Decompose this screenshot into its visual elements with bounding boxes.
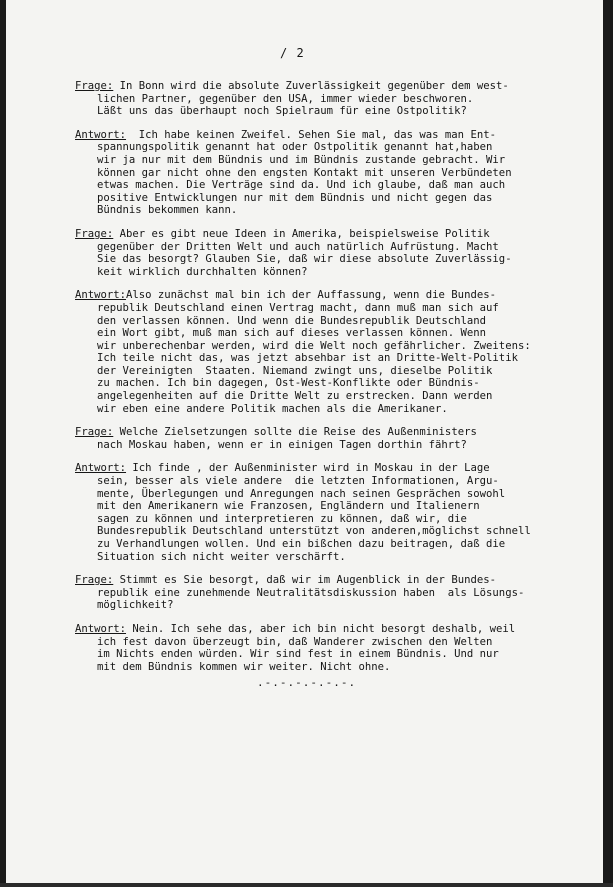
- line-text: Stimmt es Sie besorgt, daß wir im Augenblick in der Bundes-: [113, 574, 496, 587]
- continuation-line: nach Moskau haben, wenn er in einigen Tagen dorthin fährt?: [97, 438, 467, 451]
- continuation-line: sein, besser als viele andere die letzten Informationen, Argu-: [97, 475, 499, 488]
- scan-border-right: [603, 0, 613, 887]
- continuation-line: wir unberechenbar werden, wird die Welt noch gefährlicher. Zweitens:: [97, 339, 531, 352]
- continuation-line: Sie das besorgt? Glauben Sie, daß wir diese absolute Zuverlässig-: [97, 253, 512, 266]
- line-text: Nein. Ich sehe das, aber ich bin nicht besorgt deshalb, weil: [126, 622, 516, 635]
- first-line: [75, 129, 575, 142]
- first-line: [75, 289, 575, 302]
- continuation-line: angelegenheiten auf die Dritte Welt zu erstrecken. Dann werden: [97, 390, 493, 403]
- first-line: [75, 623, 575, 636]
- continuation-line: der Vereinigten Staaten. Niemand zwingt uns, dieselbe Politik: [97, 364, 493, 377]
- continuation-line: im Nichts enden würden. Wir sind fest in einem Bündnis. Und nur: [97, 648, 499, 661]
- qa-block: [75, 426, 575, 451]
- first-line: [75, 574, 575, 587]
- continuation-line: zu Verhandlungen wollen. Und ein bißchen dazu beitragen, daß die: [97, 538, 506, 550]
- interview-transcript: [75, 80, 575, 684]
- continuation-line: den verlassen können. Und wenn die Bundesrepublik Deutschland: [97, 314, 487, 327]
- question-label: Frage:: [75, 574, 114, 587]
- answer-label: Antwort:: [75, 128, 127, 141]
- continuation-line: mente, Überlegungen und Anregungen nach seinen Gesprächen sowohl: [97, 487, 506, 500]
- answer-label: Antwort:: [75, 622, 127, 635]
- continuation-line: Bundesrepublik Deutschland unterstützt von anderen,möglichst schnell: [97, 525, 531, 538]
- continuation-line: wir eben eine andere Politik machen als die Amerikaner.: [97, 402, 448, 415]
- continuation-line: Läßt uns das überhaupt noch Spielraum für eine Ostpolitik?: [97, 105, 467, 118]
- line-text: Ich habe keinen Zweifel. Sehen Sie mal, das was man Ent-: [126, 128, 496, 141]
- qa-block: [75, 129, 575, 217]
- first-line: [75, 80, 575, 93]
- line-text: Welche Zielsetzungen sollte die Reise des Außenministers: [113, 426, 477, 439]
- continuation-line: wir ja nur mit dem Bündnis und im Bündnis zustande gebracht. Wir: [97, 153, 506, 166]
- line-text: Aber es gibt neue Ideen in Amerika, beispielsweise Politik: [113, 227, 490, 240]
- continuation-line: ein Wort gibt, muß man sich auf dieses verlassen können. Wenn: [97, 327, 487, 340]
- continuation-line: sagen zu können und interpretieren zu können, daß wir, die: [97, 512, 467, 525]
- continuation-line: spannungspolitik genannt hat oder Ostpolitik genannt hat,haben: [97, 141, 493, 154]
- end-mark: .-.-.-.-.-.-.: [257, 676, 357, 689]
- question-label: Frage:: [75, 426, 114, 439]
- continuation-line: ich fest davon überzeugt bin, daß Wanderer zwischen den Welten: [97, 635, 493, 648]
- continuation-line: Bündnis bekommen kann.: [97, 204, 238, 217]
- first-line: [75, 426, 575, 439]
- line-text: Ich finde , der Außenminister wird in Moskau in der Lage: [126, 462, 490, 475]
- continuation-line: möglichkeit?: [97, 599, 174, 612]
- question-label: Frage:: [75, 227, 114, 240]
- scan-border-left: [0, 0, 6, 887]
- continuation-line: lichen Partner, gegenüber den USA, immer wieder beschworen.: [97, 92, 474, 105]
- continuation-line: Ich teile nicht das, was jetzt absehbar ist an Dritte-Welt-Politik: [97, 352, 518, 365]
- continuation-line: gegenüber der Dritten Welt und auch natürlich Aufrüstung. Macht: [97, 240, 499, 253]
- page-number: / 2: [280, 46, 305, 60]
- continuation-line: republik eine zunehmende Neutralitätsdiskussion haben als Lösungs-: [97, 586, 525, 599]
- continuation-line: können gar nicht ohne den engsten Kontakt mit unseren Verbündeten: [97, 166, 512, 179]
- continuation-line: Situation sich nicht weiter verschärft.: [97, 550, 346, 563]
- continuation-line: mit den Amerikanern wie Franzosen, Engländern und Italienern: [97, 500, 480, 513]
- answer-label: Antwort:: [75, 289, 127, 302]
- answer-label: Antwort:: [75, 462, 127, 475]
- first-line: [75, 462, 575, 475]
- question-label: Frage:: [75, 80, 114, 92]
- line-text: Also zunächst mal bin ich der Auffassung, wenn die Bundes-: [126, 289, 496, 302]
- continuation-line: keit wirklich durchhalten können?: [97, 265, 308, 278]
- continuation-line: positive Entwicklungen nur mit dem Bündnis und nicht gegen das: [97, 191, 493, 204]
- qa-block: [75, 462, 575, 563]
- continuation-line: zu machen. Ich bin dagegen, Ost-West-Konflikte oder Bündnis-: [97, 377, 480, 390]
- qa-block: [75, 623, 575, 673]
- continuation-line: republik Deutschland einen Vertrag macht, dann muß man sich auf: [97, 301, 499, 314]
- qa-block: [75, 80, 575, 118]
- first-line: [75, 228, 575, 241]
- line-text: In Bonn wird die absolute Zuverlässigkeit gegenüber dem west-: [113, 80, 509, 92]
- continuation-line: mit dem Bündnis kommen wir weiter. Nicht ohne.: [97, 660, 391, 673]
- qa-block: [75, 228, 575, 278]
- scan-border-bottom: [0, 883, 613, 887]
- qa-block: [75, 289, 575, 415]
- continuation-line: etwas machen. Die Verträge sind da. Und ich glaube, daß man auch: [97, 179, 506, 192]
- qa-block: [75, 574, 575, 612]
